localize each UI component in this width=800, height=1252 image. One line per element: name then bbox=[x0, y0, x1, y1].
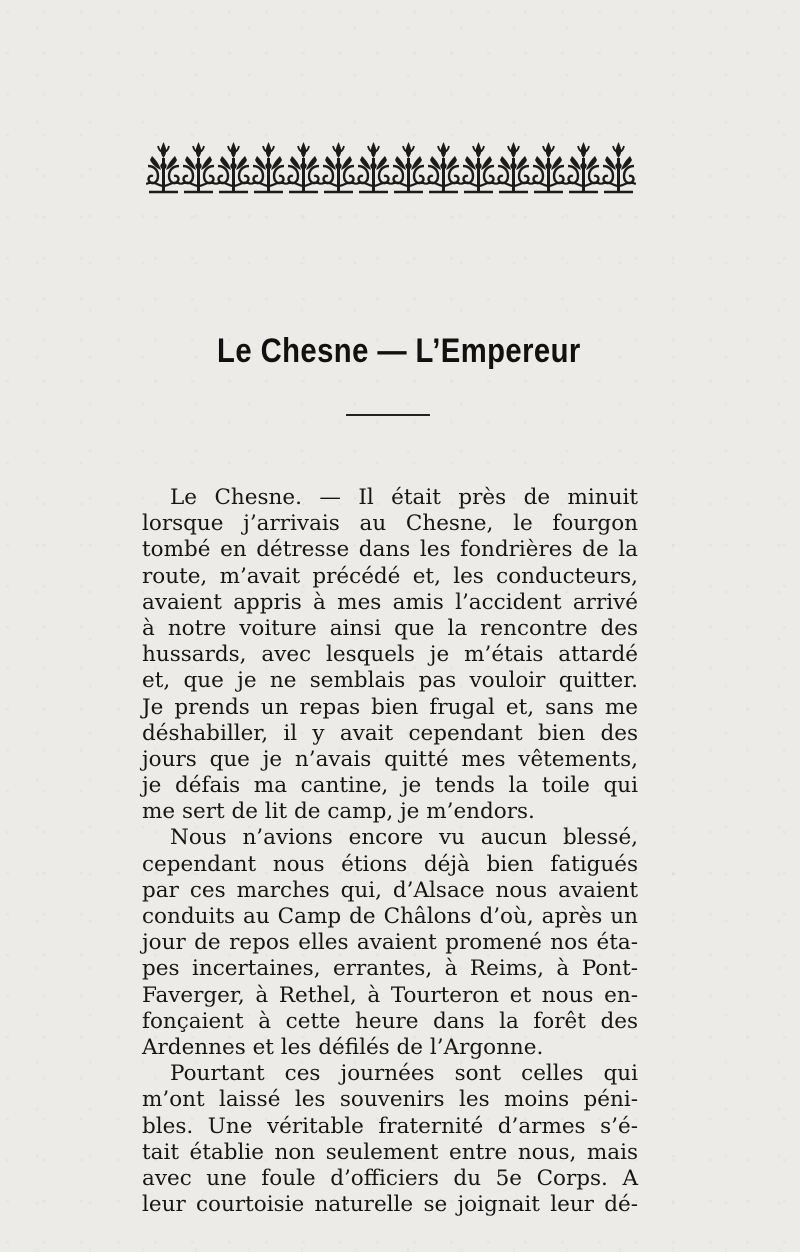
text-line: Pourtant ces journées sont celles qui bbox=[170, 1061, 638, 1087]
text-line: cependant nous étions déjà bien fatigués bbox=[142, 851, 638, 877]
text-line: me sert de lit de camp, je m’endors. bbox=[142, 799, 535, 825]
text-line: route, m’avait précédé et, les conducteurs, bbox=[142, 563, 638, 589]
text-line: fonçaient à cette heure dans la forêt des bbox=[142, 1008, 638, 1034]
text-line: je défais ma cantine, je tends la toile qui bbox=[142, 773, 638, 799]
ornament-motif bbox=[251, 142, 286, 192]
text-line: Nous n’avions encore vu aucun blessé, bbox=[170, 825, 638, 851]
ornament-motif bbox=[426, 142, 461, 192]
text-line: pes incertaines, errantes, à Reims, à Pont- bbox=[142, 956, 638, 982]
text-line: avec une foule d’officiers du 5e Corps. A bbox=[142, 1165, 638, 1191]
ornament-motif bbox=[391, 142, 426, 192]
ornament-motif bbox=[496, 142, 531, 192]
text-line: par ces marches qui, d’Alsace nous avaient bbox=[142, 877, 638, 903]
text-line: tombé en détresse dans les fondrières de la bbox=[142, 537, 638, 563]
text-line: déshabiller, il y avait cependant bien des bbox=[142, 720, 638, 746]
text-line: leur courtoisie naturelle se joignait leur dé- bbox=[142, 1192, 638, 1218]
paragraph-3 bbox=[142, 1061, 638, 1218]
text-line: et, que je ne semblais pas vouloir quitter. bbox=[142, 668, 638, 694]
decorative-ornament-band bbox=[146, 136, 636, 198]
text-line: bles. Une véritable fraternité d’armes s’é- bbox=[142, 1113, 638, 1139]
text-line: Le Chesne. — Il était près de minuit bbox=[170, 485, 638, 510]
text-line: à notre voiture ainsi que la rencontre des bbox=[142, 615, 638, 641]
text-line: avaient appris à mes amis l’accident arrivé bbox=[142, 589, 638, 615]
ornament-motif bbox=[321, 142, 356, 192]
text-line: hussards, avec lesquels je m’étais attardé bbox=[142, 642, 638, 668]
ornament-motif bbox=[356, 142, 391, 192]
ornament-motif bbox=[216, 142, 251, 192]
ornament-motif bbox=[286, 142, 321, 192]
text-line: Ardennes et les défilés de l’Argonne. bbox=[142, 1034, 544, 1060]
ornament-motif bbox=[531, 142, 566, 192]
text-line: tait établie non seulement entre nous, mais bbox=[142, 1139, 638, 1165]
text-line: jour de repos elles avaient promené nos éta- bbox=[142, 930, 638, 956]
chapter-title: Le Chesne — L’Empereur bbox=[217, 332, 581, 370]
text-line: Je prends un repas bien frugal et, sans me bbox=[142, 694, 638, 720]
title-divider bbox=[346, 414, 430, 416]
body-text bbox=[142, 485, 638, 1218]
paragraph-1 bbox=[142, 485, 638, 825]
paragraph-2 bbox=[142, 825, 638, 1061]
ornament-motif bbox=[181, 142, 216, 192]
text-line: lorsque j’arrivais au Chesne, le fourgon bbox=[142, 511, 638, 537]
text-line: m’ont laissé les souvenirs les moins péni- bbox=[142, 1087, 638, 1113]
ornament-motif bbox=[601, 142, 636, 192]
text-line: Faverger, à Rethel, à Tourteron et nous en- bbox=[142, 982, 638, 1008]
text-line: jours que je n’avais quitté mes vêtements, bbox=[142, 746, 638, 772]
text-line: conduits au Camp de Châlons d’où, après un bbox=[142, 904, 638, 929]
ornament-motif bbox=[566, 142, 601, 192]
ornament-motif bbox=[146, 142, 181, 192]
ornament-motif bbox=[461, 142, 496, 192]
